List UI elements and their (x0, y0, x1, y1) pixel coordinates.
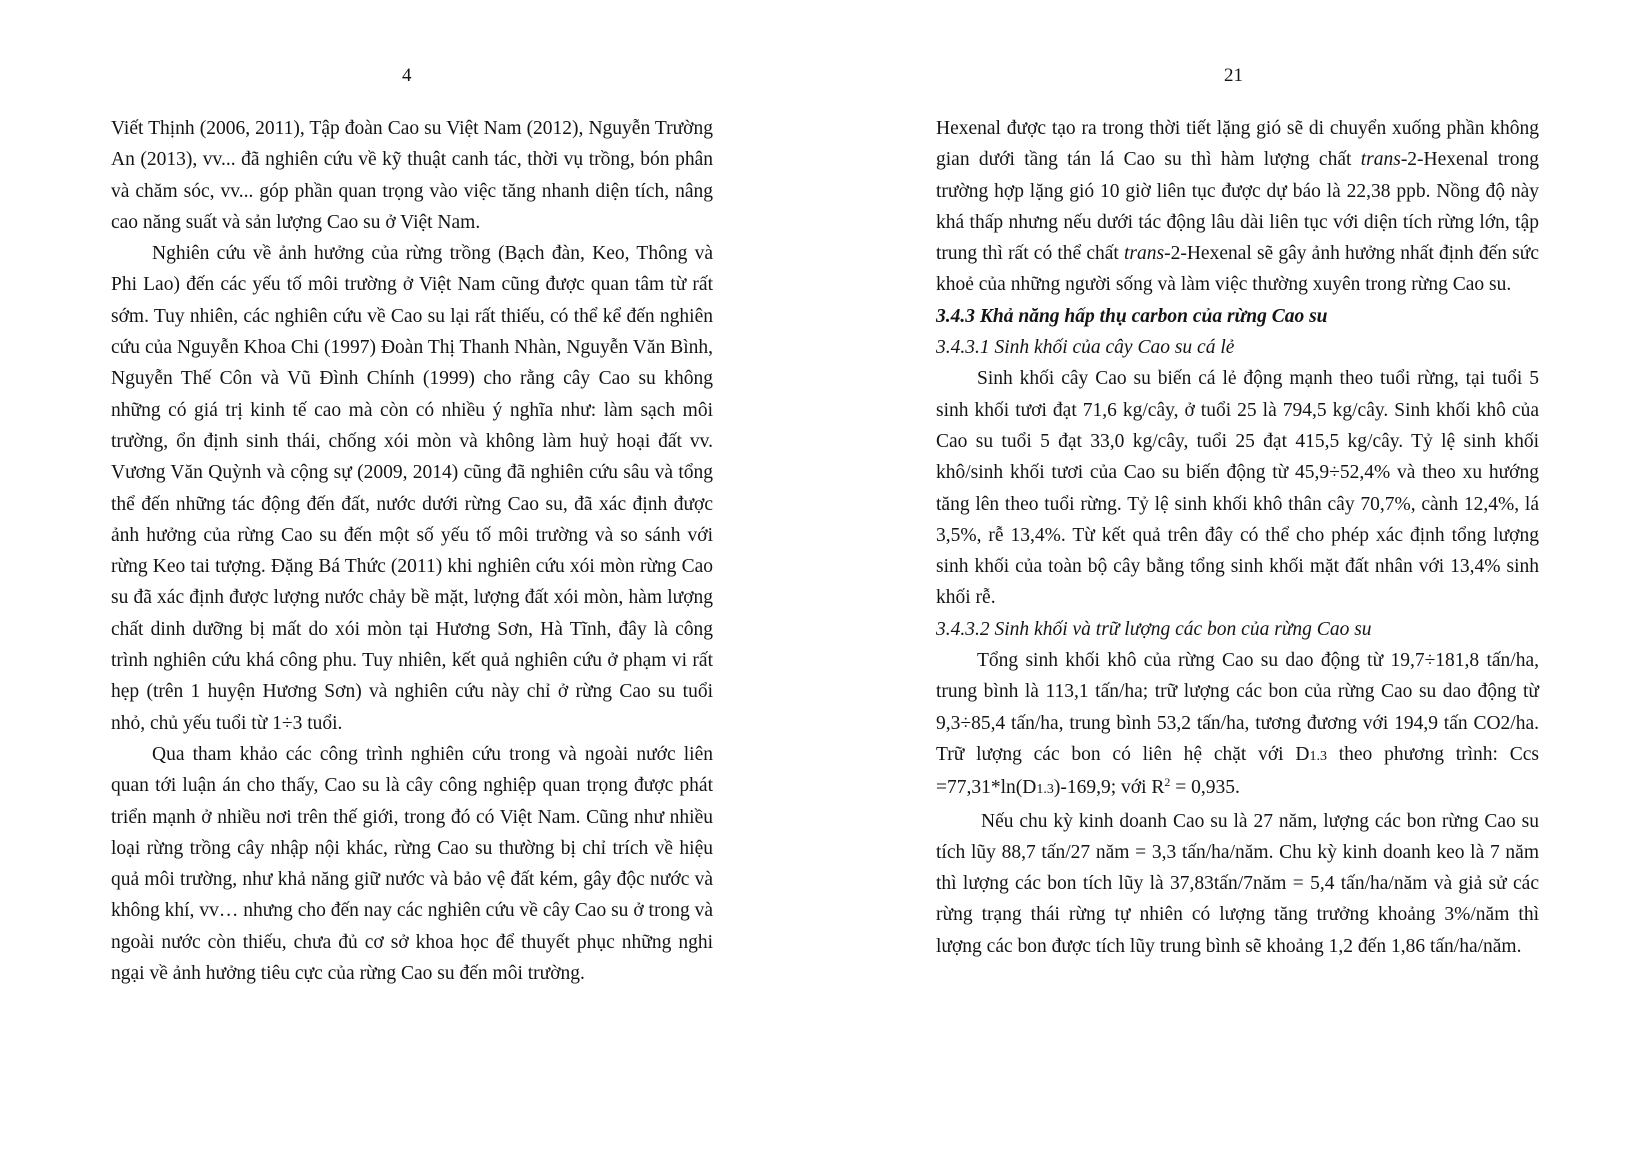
section-heading-3-4-3: 3.4.3 Khả năng hấp thụ carbon của rừng Cao su (936, 305, 1328, 327)
text-run: Tổng sinh khối khô của rừng Cao su dao động từ 19,7÷181,8 tấn/ha, trung bình là 113,1 tấn/ha; trữ lượng các bon của rừng Cao su dao động từ 9,3÷85,4 tấn/ha, trung bình 53,2 tấn/ha, tương đương với 194,9 tấn CO2/ha. Trữ lượng các bon có liên hệ chặt với (936, 650, 1539, 765)
italic-term: trans (1123, 243, 1165, 265)
text-run: -2-Hexenal trong trường hợp lặng gió 10 giờ liên tục được dự báo là 22,38 ppb. Nồng độ này khá thấp nhưng nếu dưới tác động lâu dài liên tục với diện tích rừng lớn, tập trung thì rất có thể chất (936, 149, 1539, 265)
text-run: = 0,935. (1170, 777, 1240, 799)
right-paragraph-carbon-stock (936, 645, 1539, 805)
right-paragraph-biomass: Sinh khối cây Cao su biến cá lẻ động mạnh theo tuổi rừng, tại tuổi 5 sinh khối tươi đạt 71,6 kg/cây, ở tuổi 25 là 794,5 kg/cây. Sinh khối khô của Cao su tuổi 5 đạt 33,0 kg/cây, tuổi 25 đạt 415,5 kg/cây. Tỷ lệ sinh khối khô/sinh khối tươi của Cao su biến động từ 45,9÷52,4% và theo xu hướng tăng lên theo tuổi rừng. Tỷ lệ sinh khối khô thân cây 70,7%, cành 12,4%, lá 3,5%, rễ 13,4%. Từ kết quả trên đây có thể cho phép xác định tổng lượng sinh khối của toàn bộ cây bằng tổng sinh khối mặt đất nhân với 13,4% sinh khối rễ. (936, 368, 1539, 609)
superscript: 2 (1164, 775, 1171, 790)
italic-term: trans (1360, 149, 1401, 171)
right-page-body (936, 113, 1539, 962)
text-run: )-169,9; với R (1053, 777, 1165, 799)
right-paragraph-cycle: Nếu chu kỳ kinh doanh Cao su là 27 năm, lượng các bon rừng Cao su tích lũy 88,7 tấn/27 năm = 3,3 tấn/ha/năm. Chu kỳ kinh doanh keo là 7 năm thì lượng các bon tích lũy là 37,83tấn/7năm = 5,4 tấn/ha/năm và giả sử các rừng trạng thái rừng tự nhiên có lượng tăng trưởng khoảng 3%/năm thì lượng các bon được tích lũy trung bình sẽ khoảng 1,2 đến 1,86 tấn/ha/năm. (936, 810, 1539, 957)
left-page-number: 4 (402, 65, 412, 86)
left-paragraph-1: Viết Thịnh (2006, 2011), Tập đoàn Cao su Việt Nam (2012), Nguyễn Trường An (2013), vv... đã nghiên cứu về kỹ thuật canh tác, thời vụ trồng, bón phân và chăm sóc, vv... góp phần quan trọng vào việc tăng nhanh diện tích, nâng cao năng suất và sản lượng Cao su ở Việt Nam. (111, 118, 713, 233)
left-page-body (111, 113, 713, 989)
text-run: theo phương trình: Ccs =77,31*ln( (936, 743, 1540, 799)
left-page (0, 0, 818, 1157)
variable-subscript: 1.3 (1309, 748, 1327, 764)
subsection-heading-3-4-3-1: 3.4.3.1 Sinh khối của cây Cao su cá lẻ (936, 337, 1235, 359)
right-page-number: 21 (1224, 65, 1243, 86)
left-paragraph-2: Nghiên cứu về ảnh hưởng của rừng trồng (Bạch đàn, Keo, Thông và Phi Lao) đến các yếu tố môi trường ở Việt Nam cũng được quan tâm từ rất sớm. Tuy nhiên, các nghiên cứu về Cao su lại rất thiếu, có thể kể đến nghiên cứu của Nguyễn Khoa Chi (1997) Đoàn Thị Thanh Nhàn, Nguyễn Văn Bình, Nguyễn Thế Côn và Vũ Đình Chính (1999) cho rằng cây Cao su không những có giá trị kinh tế cao mà còn có nhiều ý nghĩa như: làm sạch môi trường, ổn định sinh thái, chống xói mòn và không làm huỷ hoại đất vv. Vương Văn Quỳnh và cộng sự (2009, 2014) cũng đã nghiên cứu sâu và tổng thể đến những tác động đến đất, nước dưới rừng Cao su, đã xác định được ảnh hưởng của rừng Cao su đến một số yếu tố môi trường và so sánh với rừng Keo tai tượng. Đặng Bá Thức (2011) khi nghiên cứu xói mòn rừng Cao su đã xác định được lượng nước chảy bề mặt, lượng đất xói mòn, hàm lượng chất dinh dưỡng bị mất do xói mòn tại Hương Sơn, Hà Tĩnh, đây là công trình nghiên cứu khá công phu. Tuy nhiên, kết quả nghiên cứu ở phạm vi rất hẹp (trên 1 huyện Hương Sơn) và nghiên cứu này chỉ ở rừng Cao su tuổi nhỏ, chủ yếu tuổi từ 1÷3 tuổi. (111, 243, 713, 734)
left-paragraph-3: Qua tham khảo các công trình nghiên cứu trong và ngoài nước liên quan tới luận án cho thấy, Cao su là cây công nghiệp quan trọng được phát triển mạnh ở nhiều nơi trên thế giới, trong đó có Việt Nam. Cũng như nhiều loại rừng trồng cây nhập nội khác, rừng Cao su thường bị chỉ trích về hiệu quả môi trường, như khả năng giữ nước và bảo vệ đất kém, gây độc nước và không khí, vv… nhưng cho đến nay các nghiên cứu về cây Cao su ở trong và ngoài nước còn thiếu, chưa đủ cơ sở khoa học để thuyết phục những nghi ngại về ảnh hưởng tiêu cực của rừng Cao su đến môi trường. (111, 743, 713, 985)
text-run: -2-Hexenal sẽ gây ảnh hưởng nhất định đến sức khoẻ của những người sống và làm việc thường xuyên trong rừng Cao su. (936, 243, 1539, 296)
right-page (818, 0, 1637, 1157)
variable-d: D (1022, 777, 1037, 799)
variable-subscript: 1.3 (1036, 782, 1054, 798)
variable-d: D (1295, 743, 1310, 765)
subsection-heading-3-4-3-2: 3.4.3.2 Sinh khối và trữ lượng các bon của rừng Cao su (936, 618, 1372, 640)
text-run: Hexenal được tạo ra trong thời tiết lặng gió sẽ di chuyển xuống phần không gian dưới tầng tán lá Cao su thì hàm lượng chất (936, 118, 1539, 171)
right-paragraph-hexenal (936, 113, 1539, 301)
